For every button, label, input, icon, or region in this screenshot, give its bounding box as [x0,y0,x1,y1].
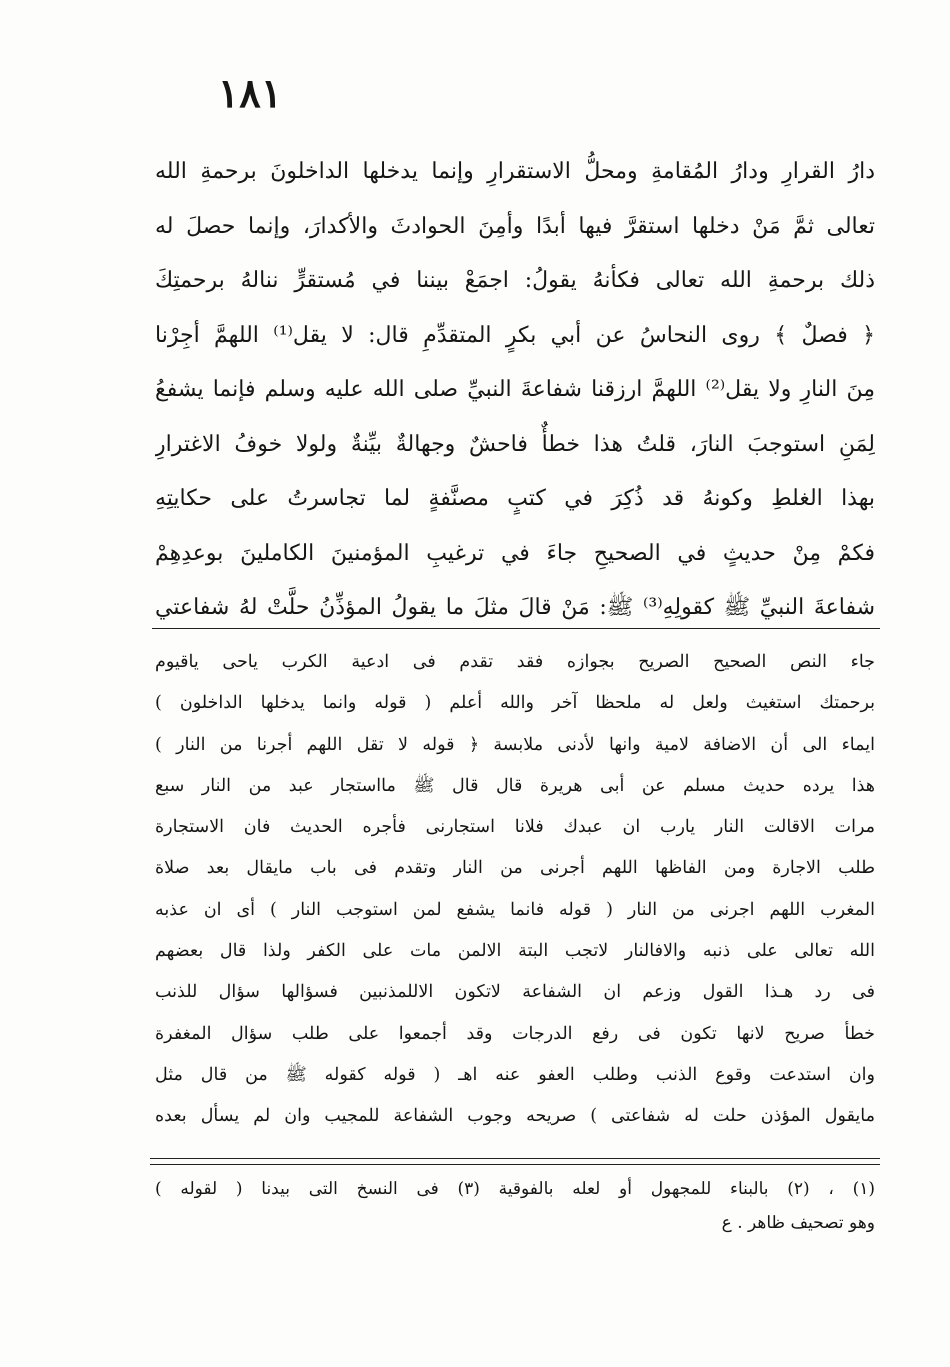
footnote-line: (١) ، (٢) بالبناء للمجهول أو لعله بالفوقية (٣) فى النسخ التى بيدنا ( لقوله ) [155,1179,875,1199]
commentary-block [155,642,875,1138]
main-text-line: شفاعةَ النبيِّ ﷺ كقولِهِ⁽³⁾ ﷺ: مَنْ قالَ مثلَ ما يقولُ المؤذِّنُ حلَّتْ لهُ شفاعتي [155,595,875,620]
commentary-line: طلب الاجارة ومن الفاظها اللهم أجرنى من النار وتقدم فى باب مايقال بعد صلاة [155,858,875,879]
commentary-line: المغرب اللهم اجرنى من النار ( قوله فانما يشفع لمن استوجب النار ) أى ان عذبه [155,899,875,920]
main-text-divider [152,628,880,629]
commentary-line: برحمتك استغيث ولعل له ملحظا آخر والله أعلم ( قوله وانما يدخلها الداخلون ) [155,693,875,714]
commentary-line: هذا يرده حديث مسلم عن أبى هريرة قال قال ﷺ مااستجار عبد من النار سبع [155,775,875,796]
commentary-line: مرات الاقالت النار يارب ان عبدك فلانا استجارنى فأجره الحديث فان الاستجارة [155,817,875,838]
main-text-line: لِمَنِ استوجبَ النارَ، قلتُ هذا خطأٌ فاحشٌ وجهالةٌ بيِّنةٌ ولولا خوفُ الاغترارِ [155,431,875,457]
main-text-line: ﴿ فصلٌ ﴾ روى النحاسُ عن أبي بكرٍ المتقدِّمِ قال: لا يقل⁽¹⁾ اللهمَّ أجِرْنا [155,322,875,348]
commentary-line: فى رد هـذا القول وزعم ان الشفاعة لاتكون الاللمذنبين فسؤالها سؤال للذنب [155,982,875,1003]
commentary-line: جاء النص الصحيح الصريح بجوازه فقد تقدم فى ادعية الكرب ياحى ياقيوم [155,652,875,672]
commentary-line: وان استدعت وقوع الذنب وطلب العفو عنه اهـ ( قوله كقوله ﷺ من قال مثل [155,1064,875,1085]
commentary-line: الله تعالى على ذنبه والافالنار لاتجب البتة الالمن مات على الكفر ولذا قال بعضهم [155,941,875,962]
page-number: ١٨١ [217,70,283,117]
commentary-line: خطأ صريح لانها تكون فى رفع الدرجات وقد أجمعوا على طلب سؤال المغفرة [155,1023,875,1044]
footnote-block [155,1172,875,1240]
main-text-line: مِنَ النارِ ولا يقل⁽²⁾ اللهمَّ ارزقنا شفاعةَ النبيِّ صلى الله عليه وسلم فإنما يشفعُ [155,377,875,402]
main-text-line: ذلك برحمةِ الله تعالى فكأنهُ يقولُ: اجمَعْ بيننا في مُستقرٍّ ننالهُ برحمتِكَ [155,268,875,293]
commentary-line: ايماء الى أن الاضافة لامية وانها لأدنى ملابسة ﴿ قوله لا تقل اللهم أجرنا من النار ) [155,734,875,755]
footnote-line: وهو تصحيف ظاهر . ع [721,1213,875,1233]
commentary-line: مايقول المؤذن حلت له شفاعتى ) صريحه وجوب الشفاعة للمجيب وان لم يسأل بعده [155,1106,875,1127]
main-text-line: تعالى ثمَّ مَنْ دخلها استقرَّ فيها أبدًا وأمِنَ الحوادثَ والأكدارَ، وإنما حصلَ له [155,213,875,239]
main-text-line: بهذا الغلطِ وكونهُ قد ذُكِرَ في كتبٍ مصنَّفةٍ لما تجاسرتُ على حكايتِهِ [155,486,875,511]
main-text-line: فكمْ مِنْ حديثٍ في الصحيحِ جاءَ في ترغيبِ المؤمنينَ الكاملينَ بوعدِهِمْ [155,540,875,566]
footnote-divider [150,1158,880,1165]
main-text-block [155,145,875,636]
main-text-line: دارُ القرارِ ودارُ المُقامةِ ومحلُّ الاستقرارِ وإنما يدخلها الداخلونَ برحمةِ الله [155,159,875,184]
